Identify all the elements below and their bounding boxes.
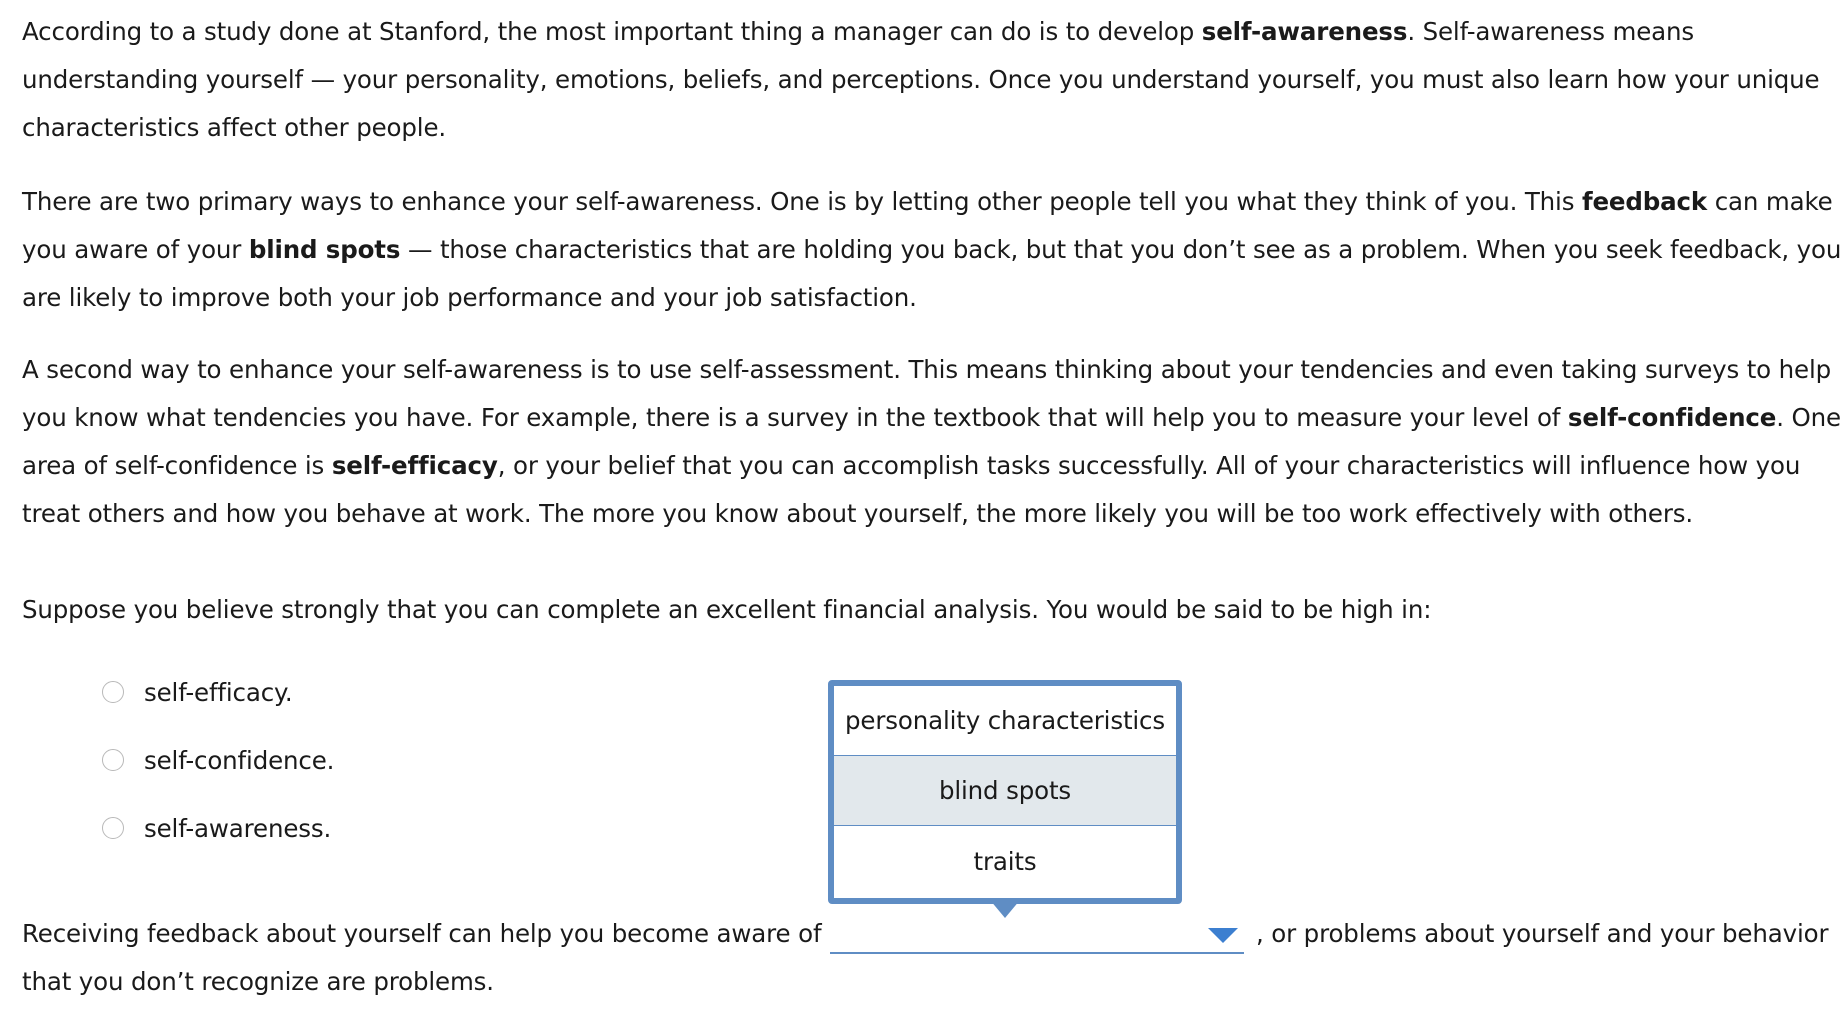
- radio-label[interactable]: self-awareness.: [144, 813, 332, 843]
- intro-paragraph: [22, 8, 1842, 152]
- dropdown-option-blind-spots[interactable]: blind spots: [834, 756, 1176, 826]
- radio-option-self-efficacy[interactable]: [102, 672, 293, 712]
- p1-text-c: . Self-awareness means understanding yourself — your personality, emotions, beliefs, and perceptions. Once you understand yourself, you must also learn how your unique characteristics affect other people.: [22, 17, 1820, 142]
- radio-label[interactable]: self-confidence.: [144, 745, 335, 775]
- dropdown-option-personality-characteristics[interactable]: personality characteristics: [834, 686, 1176, 756]
- question-2-text-line2: that you don’t recognize are problems.: [22, 967, 494, 996]
- p2-text-a: There are two primary ways to enhance your self-awareness. One is by letting other people tell you what they think of you. This: [22, 187, 1582, 216]
- feedback-paragraph: [22, 178, 1842, 322]
- p3-text-c: . One area of self-confidence is: [22, 403, 1841, 480]
- term-self-efficacy: self-efficacy: [331, 451, 498, 480]
- p3-text-d: , or your belief that you can accomplish tasks successfully. All of your characteristics will influence how you treat others and how you behave at work. The more you know about yourself, the more likely you will be too work effectively with others.: [22, 451, 1801, 528]
- radio-circle-icon[interactable]: [102, 749, 124, 771]
- popup-pointer-icon: [990, 900, 1020, 918]
- radio-label[interactable]: self-efficacy.: [144, 677, 293, 707]
- term-self-confidence: self-confidence: [1567, 403, 1777, 432]
- p2-text-d: — those characteristics that are holding you back, but that you don’t see as a problem. When you seek feedback, you are likely to improve both your job performance and your job satisfaction.: [22, 235, 1842, 312]
- chevron-down-icon[interactable]: [1208, 928, 1238, 943]
- p3-text-a: A second way to enhance your self-awareness is to use self-assessment. This means thinking about your tendencies and even taking surveys to help you know what tendencies you have. For example, there is a survey in the textbook that will help you to measure your level of: [22, 355, 1832, 432]
- dropdown-option-traits[interactable]: traits: [973, 846, 1037, 876]
- term-self-awareness: self-awareness: [1201, 17, 1408, 46]
- p2-text-c: can make you aware of your: [22, 187, 1833, 264]
- radio-option-self-awareness[interactable]: [102, 808, 331, 848]
- radio-circle-icon[interactable]: [102, 817, 124, 839]
- radio-option-self-confidence[interactable]: [102, 740, 334, 780]
- blind-spots-select[interactable]: [830, 922, 1244, 954]
- radio-circle-icon[interactable]: [102, 681, 124, 703]
- question-1-prompt: Suppose you believe strongly that you can complete an excellent financial analysis. You would be said to be high in:: [22, 595, 1432, 624]
- term-feedback: feedback: [1581, 187, 1708, 216]
- dropdown-options-popup: [828, 680, 1182, 904]
- term-blind-spots: blind spots: [248, 235, 401, 264]
- question-2-text-after: , or problems about yourself and your behavior: [1256, 919, 1829, 948]
- self-assessment-paragraph: [22, 346, 1842, 538]
- question-2-text-before: Receiving feedback about yourself can help you become aware of: [22, 919, 822, 948]
- p1-text-a: According to a study done at Stanford, the most important thing a manager can do is to develop: [22, 17, 1202, 46]
